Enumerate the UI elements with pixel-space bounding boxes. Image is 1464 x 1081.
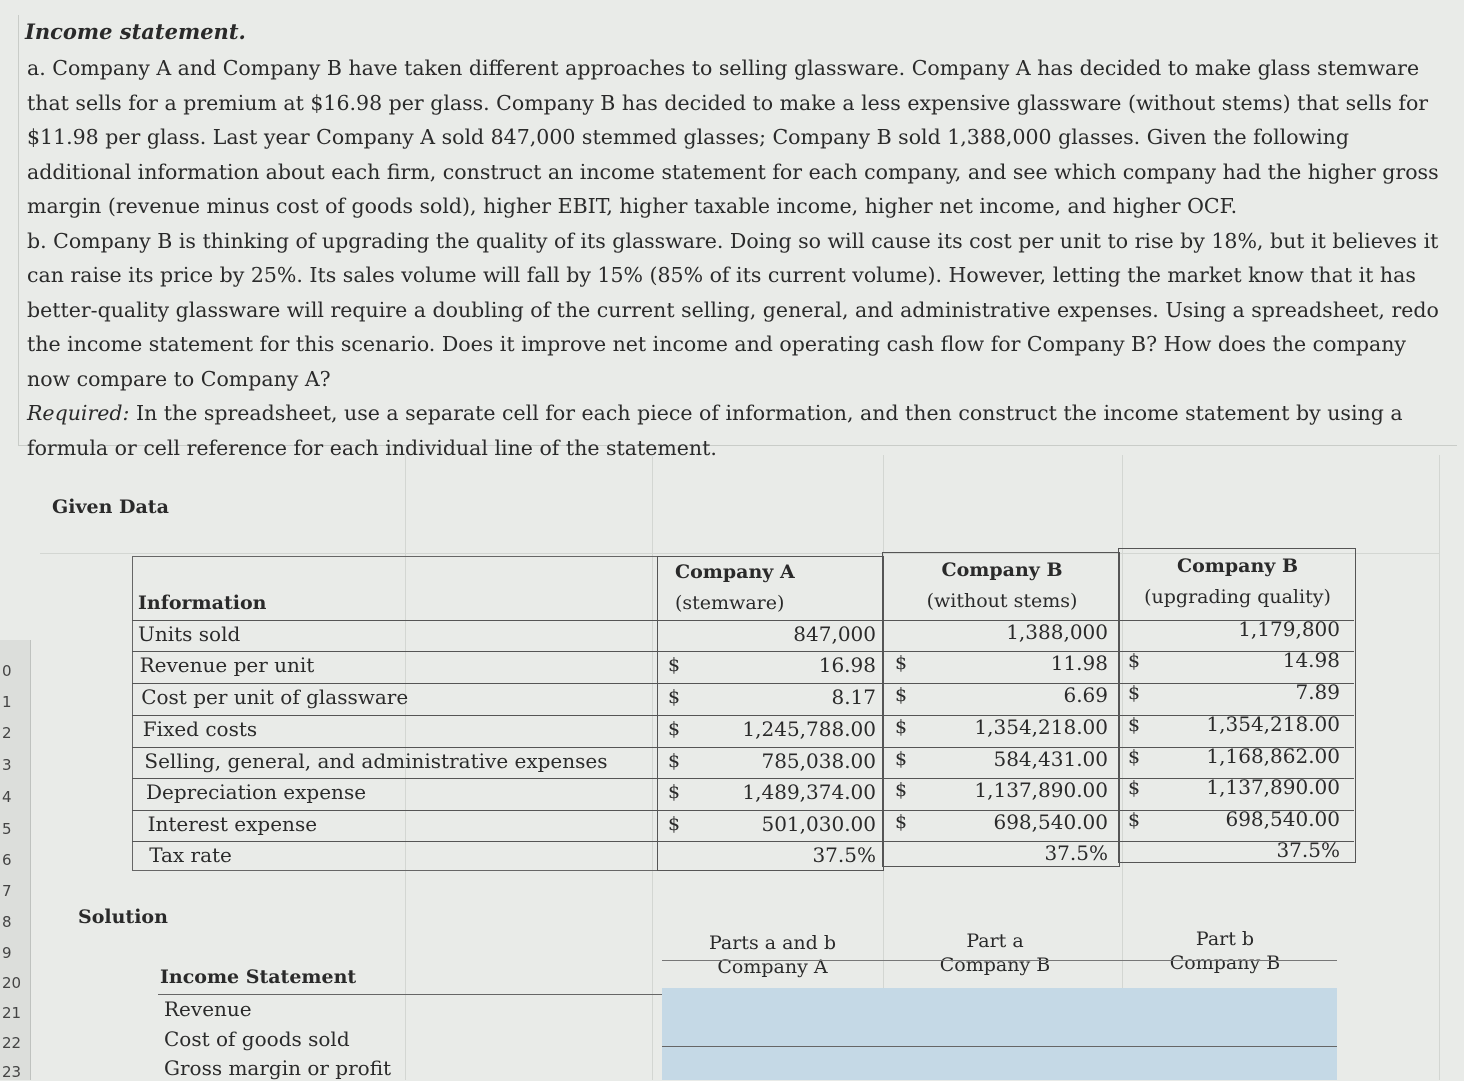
info-row-label[interactable]: Selling, general, and administrative expenses [144,749,608,773]
company-b-header [897,555,1107,617]
solution-item-gross-margin[interactable]: Gross margin or profit [164,1056,392,1080]
company-b-upgrade-value[interactable]: 37.5% [1276,838,1340,862]
company-a-value[interactable]: 501,030.00 [761,812,876,836]
dollar-sign: $ [1128,746,1141,768]
company-b-upgrade-header-line1: Company B [1176,555,1299,577]
info-row-label[interactable]: Fixed costs [142,717,258,741]
dollar-sign: $ [895,652,908,674]
company-b-value[interactable]: 698,540.00 [993,810,1108,834]
company-a-value[interactable]: 847,000 [793,622,876,646]
info-row-label[interactable]: Tax rate [149,843,232,867]
solution-col-a-line2: Company A [717,956,828,978]
dollar-sign: $ [895,716,908,738]
company-b-value[interactable]: 1,388,000 [1006,620,1108,644]
row-number[interactable]: 21 [2,1004,22,1022]
dollar-sign: $ [895,748,908,770]
dollar-sign: $ [668,781,681,803]
dollar-sign: $ [1128,682,1141,704]
row-number-gutter [0,640,31,1080]
solution-col-a-line1: Parts a and b [708,932,837,954]
solution-col-c-line2: Company B [1169,952,1281,974]
solution-col-a-head [665,932,880,978]
row-number[interactable]: 2 [2,724,12,742]
solution-label: Solution [78,906,168,928]
row-number[interactable]: 0 [2,662,12,680]
dollar-sign: $ [1128,809,1141,831]
company-b-header-line2: (without stems) [926,590,1078,612]
problem-text [27,51,1452,465]
row-number[interactable]: 23 [2,1063,22,1081]
solution-col-b-line2: Company B [939,954,1051,976]
dollar-sign: $ [1128,714,1141,736]
row-number[interactable]: 3 [2,756,12,774]
company-a-value[interactable]: 37.5% [812,843,876,867]
solution-input-area[interactable] [662,988,1337,1080]
dollar-sign: $ [668,654,681,676]
company-b-upgrade-value[interactable]: 14.98 [1282,648,1340,672]
info-row-label[interactable]: Cost per unit of glassware [141,685,409,709]
income-statement-header: Income Statement [160,966,357,988]
dollar-sign: $ [668,813,681,835]
solution-item-cogs[interactable]: Cost of goods sold [164,1027,350,1051]
dollar-sign: $ [668,686,681,708]
given-data-label: Given Data [52,496,169,518]
row-number[interactable]: 20 [2,974,22,992]
company-b-upgrade-header-line2: (upgrading quality) [1144,586,1331,608]
company-b-upgrade-header [1130,551,1345,613]
company-b-value[interactable]: 1,137,890.00 [974,778,1108,802]
company-b-upgrade-value[interactable]: 1,354,218.00 [1206,712,1340,736]
dollar-sign: $ [668,718,681,740]
company-b-upgrade-value[interactable]: 1,137,890.00 [1206,775,1340,799]
info-row-label[interactable]: Units sold [138,622,241,646]
row-number[interactable]: 5 [2,820,12,838]
company-a-header [675,557,825,619]
company-b-value[interactable]: 6.69 [1063,683,1108,707]
required-label: Required: [27,401,130,425]
dollar-sign: $ [1128,777,1141,799]
row-number[interactable]: 8 [2,913,12,931]
company-a-header-line2: (stemware) [675,592,785,614]
company-a-value[interactable]: 1,489,374.00 [742,780,876,804]
info-row-label[interactable]: Revenue per unit [139,653,315,677]
problem-title: Income statement. [25,19,246,44]
row-number[interactable]: 6 [2,851,12,869]
part-b-text: b. Company B is thinking of upgrading the quality of its glassware. Doing so will cause its cost per unit to rise by 18%, but it believes it can raise its price by 25%. Its sales volume will fall by 15% (85% of its current volume). However, letting the market know that it has better-quality glassware will require a doubling of the current selling, general, and administrative expenses. Using a spreadsheet, redo the income statement for this scenario. Does it improve net income and operating cash flow for Company B? How does the company now compare to Company A? [27,228,1439,391]
part-a-text: a. Company A and Company B have taken different approaches to selling glassware. Company A has decided to make glass stemware that sells for a premium at $16.98 per glass. Company B has decided to make a less expensive glassware (without stems) that sells for $11.98 per glass. Last year Company A sold 847,000 stemmed glasses; Company B sold 1,388,000 glasses. Given the following additional information about each firm, construct an income statement for each company, and see which company had the higher gross margin (revenue minus cost of goods sold), higher EBIT, higher taxable income, higher net income, and higher OCF. [27,56,1439,218]
solution-col-b-line1: Part a [966,930,1024,952]
required-text: In the spreadsheet, use a separate cell for each piece of information, and then construct the income statement by using a formula or cell reference for each individual line of the statement. [27,401,1403,460]
company-b-upgrade-value[interactable]: 1,179,800 [1238,617,1340,641]
company-b-value[interactable]: 1,354,218.00 [974,715,1108,739]
row-number[interactable]: 9 [2,944,12,962]
company-b-upgrade-value[interactable]: 7.89 [1295,680,1340,704]
row-number[interactable]: 1 [2,693,12,711]
company-a-value[interactable]: 16.98 [818,653,876,677]
company-a-value[interactable]: 785,038.00 [761,749,876,773]
solution-col-c-line1: Part b [1195,928,1255,950]
solution-col-b-head [895,930,1095,976]
company-b-value[interactable]: 11.98 [1050,651,1108,675]
info-row-label[interactable]: Interest expense [147,812,318,836]
row-number[interactable]: 22 [2,1034,22,1052]
solution-item-revenue[interactable]: Revenue [164,997,252,1021]
dollar-sign: $ [1128,650,1141,672]
problem-statement-cell[interactable] [18,15,1457,460]
company-b-upgrade-value[interactable]: 1,168,862.00 [1206,744,1340,768]
company-b-header-line1: Company B [941,559,1063,581]
dollar-sign: $ [895,779,908,801]
company-a-value[interactable]: 1,245,788.00 [742,717,876,741]
company-b-upgrade-value[interactable]: 698,540.00 [1225,807,1340,831]
company-b-value[interactable]: 37.5% [1044,841,1108,865]
dollar-sign: $ [895,684,908,706]
solution-col-c-head [1125,928,1325,974]
dollar-sign: $ [895,811,908,833]
row-number[interactable]: 4 [2,788,12,806]
company-b-value[interactable]: 584,431.00 [993,747,1108,771]
information-header: Information [138,592,267,614]
company-a-header-line1: Company A [675,561,795,583]
company-a-value[interactable]: 8.17 [831,685,876,709]
info-row-label[interactable]: Depreciation expense [146,780,367,804]
row-number[interactable]: 7 [2,882,12,900]
dollar-sign: $ [668,750,681,772]
